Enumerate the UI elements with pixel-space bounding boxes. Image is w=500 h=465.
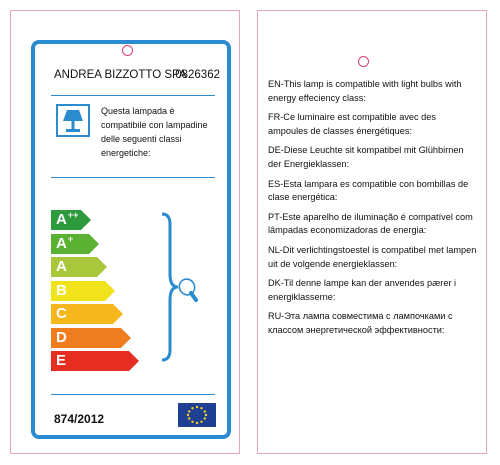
lang-dk: DK-Til denne lampe kan der anvendes pærer i energiklasserne:	[268, 278, 457, 302]
table-lamp-icon	[56, 104, 90, 137]
energy-class-label: C	[56, 305, 67, 322]
divider	[51, 394, 215, 395]
lang-ru: RU-Эта лампа совместима с лампочками с классом энергетической эффективности:	[268, 311, 453, 335]
energy-label-card	[10, 10, 240, 454]
lang-fr: FR-Ce luminaire est compatible avec des ampoules de classes énergétiques:	[268, 112, 436, 136]
label-border	[31, 40, 231, 439]
energy-class-label: E	[56, 352, 67, 369]
energy-class-d	[51, 328, 131, 348]
multilingual-text	[268, 78, 478, 344]
brand-name: ANDREA BIZZOTTO SPA	[54, 69, 187, 81]
divider	[51, 95, 215, 96]
lang-de: DE-Diese Leuchte sit kompatibel mit Glühbirnen der Energieklassen:	[268, 145, 464, 169]
lang-nl: NL-Dit verlichtingstoestel is compatibel met lampen uit de volgende energieklassen:	[268, 244, 477, 269]
eu-flag-icon	[178, 403, 216, 427]
lang-pt: PT-Este aparelho de iluminação é compatível com lâmpadas economizadoras de energia:	[268, 211, 473, 236]
punch-hole	[358, 56, 369, 67]
energy-class-label: B	[56, 281, 67, 299]
energy-class-e	[51, 351, 139, 371]
energy-class-b	[51, 281, 115, 301]
energy-class-a	[51, 257, 107, 277]
energy-class-app	[51, 210, 91, 230]
energy-class-c	[51, 304, 123, 324]
divider	[51, 177, 215, 178]
regulation-number: 874/2012	[54, 412, 105, 426]
compatibility-text: Questa lampada è compatibile con lampadine delle seguenti classi energetiche:	[101, 106, 208, 158]
energy-class-label: D	[56, 328, 67, 346]
multilingual-card	[257, 10, 487, 454]
energy-class-label: A	[56, 258, 67, 275]
lang-en: EN-This lamp is compatible with light bulbs with energy effeciency class:	[268, 79, 462, 103]
light-bulb-icon	[177, 277, 201, 307]
lang-es: ES-Esta lampara es compatible con bombillas de clase energética:	[268, 178, 469, 203]
product-code: 0826362	[175, 69, 220, 81]
energy-class-label: A++	[56, 210, 79, 228]
energy-class-ap	[51, 234, 99, 254]
energy-class-label: A+	[56, 233, 74, 252]
